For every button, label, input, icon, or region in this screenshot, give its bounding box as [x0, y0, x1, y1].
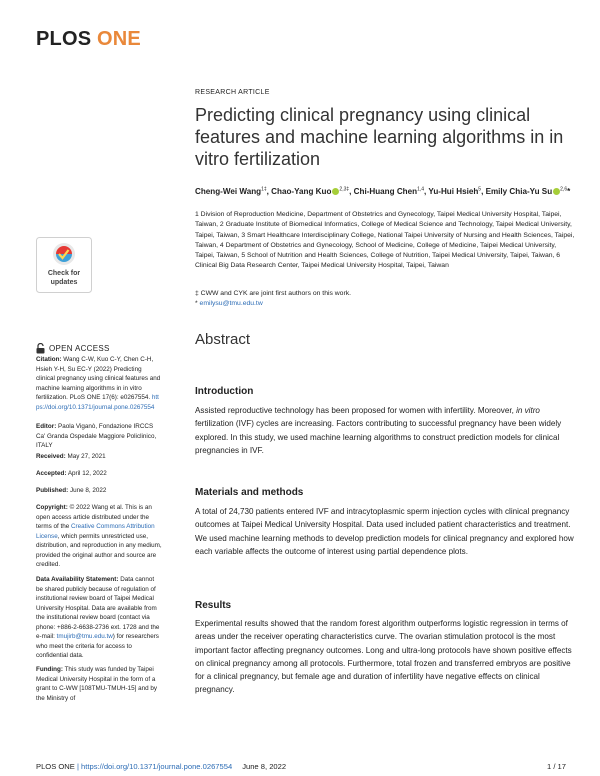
received-date: May 27, 2021 [67, 453, 106, 460]
author-list [195, 183, 575, 198]
data-availability-text-end: ) for researchers who meet the criteria for access to confidential data. [36, 633, 159, 659]
funding-text: This study was funded by Taipei Medical University Hospital in the form of a grant to C-WW [108TMU-TMUH-15] and by the Ministry of [36, 666, 158, 702]
author-name: Chao-Yang Kuo [271, 186, 332, 196]
corresponding-asterisk: * [567, 186, 571, 196]
methods-text: A total of 24,730 patients entered IVF and intracytoplasmic sperm injection cycles with clinical pregnancy outcomes at Taipei Medical University Hospital. Data used included patient characteristics and treatment. We used machine learning methods to develop prediction models for clinical pregnancy and explored how each variable affects the outcome of interest using partial dependence plots. [195, 507, 574, 556]
accepted-date: April 12, 2022 [67, 470, 107, 477]
article-type: RESEARCH ARTICLE [195, 89, 270, 96]
open-lock-icon [36, 343, 45, 354]
author-name: Yu-Hui Hsieh [428, 186, 479, 196]
author-name: Cheng-Wei Wang [195, 186, 262, 196]
copyright-block [36, 503, 162, 570]
published-date: June 8, 2022 [69, 487, 107, 494]
license-link[interactable]: Creative Commons Attribution License [36, 523, 155, 540]
received-label: Received: [36, 453, 66, 460]
author-entry: Chao-Yang Kuo $^{2,3\ddagger}$, [271, 186, 354, 196]
funding-label: Funding: [36, 666, 63, 673]
page-number: 1 / 17 [547, 762, 566, 771]
footer-separator: | [74, 762, 82, 771]
author-affiliation-sup: 2,3‡ [339, 186, 350, 192]
author-name: Chi-Huang Chen [353, 186, 418, 196]
data-availability-text: Data cannot be shared publicly because of regulation of institutional review board of Taipei Medical University Hospital. Data are available from the institutional review board (contact via phone: +886-2-6638-2736 ext. 1728 and the e-mail: [36, 576, 160, 640]
citation-doi-link[interactable]: https://doi.org/10.1371/journal.pone.0267554 [36, 394, 159, 411]
funding-block [36, 665, 162, 703]
citation-block [36, 355, 162, 412]
author-affiliation-sup: 1,4 [417, 186, 425, 192]
data-availability-block [36, 575, 162, 661]
author-affiliation-sup: 1‡ [261, 186, 267, 192]
introduction-italic: in vitro [516, 406, 540, 415]
joint-first-author-note: ‡ CWW and CYK are joint first authors on this work. [195, 290, 352, 297]
author-entry: Yu-Hui Hsieh$^5$, [428, 186, 486, 196]
copyright-text-end: , which permits unrestricted use, distribution, and reproduction in any medium, provided the original author and source are credited. [36, 532, 162, 568]
editor-label: Editor: [36, 423, 57, 430]
methods-heading: Materials and methods [195, 487, 304, 498]
journal-logo [36, 28, 141, 51]
footer-doi-link[interactable]: https://doi.org/10.1371/journal.pone.0267554 [81, 762, 233, 771]
accepted-label: Accepted: [36, 470, 67, 477]
crossmark-line1: Check for [47, 270, 81, 277]
corresponding-author [195, 299, 575, 309]
accepted-block [36, 469, 162, 479]
crossmark-icon [36, 237, 92, 293]
footer-journal: PLOS ONE [36, 762, 75, 771]
author-name: Emily Chia-Yu Su [485, 186, 553, 196]
author-entry [486, 187, 571, 196]
published-block [36, 486, 162, 496]
editor-text: Paola Viganò, Fondazione IRCCS Ca' Granda Ospedale Maggiore Policlinico, ITALY [36, 423, 157, 449]
citation-text: Wang C-W, Kuo C-Y, Chen C-H, Hsieh Y-H, Su EC-Y (2022) Predicting clinical pregnancy using clinical features and machine learning algorithms in in vitro fertilization. PLoS ONE 17(6): e0267554. [36, 356, 161, 401]
article-title: Predicting clinical pregnancy using clinical features and machine learning algorithms in in vitro fertilization [195, 105, 564, 169]
copyright-label: Copyright: [36, 504, 68, 511]
author-entry: Cheng-Wei Wang$^{1\ddagger}$, [195, 186, 272, 196]
page-footer [36, 762, 566, 771]
affiliations: 1 Division of Reproduction Medicine, Department of Obstetrics and Gynecology, Taipei Medical University Hospital, Taipei, Taiwan, 2 Graduate Institute of Biomedical Informatics, College of Medical Science and Technology, Taipei Medical University, Taipei, Taiwan, 3 Smart Healthcare Interdisciplinary College, National Taipei University of Nursing and Health Sciences, Taipei, Taiwan, 4 Department of Obstetrics and Gynecology, School of Medicine, College of Medicine, Taipei Medical University, Taipei, Taiwan, 5 School of Nutrition and Health Sciences, College of Nutrition, Taipei Medical University, Taipei, Taiwan, 6 Clinical Big Data Research Center, Taipei Medical University Hospital, Taipei, Taiwan [195, 211, 575, 270]
author-affiliation-sup: 2,6 [560, 186, 568, 192]
check-for-updates-badge[interactable] [36, 237, 92, 293]
corresponding-marker: * [195, 300, 200, 307]
logo-one: ONE [97, 28, 141, 50]
author-entry: Chi-Huang Chen$^{1,4}$, [353, 186, 429, 196]
introduction-text-start: Assisted reproductive technology has been proposed for women with infertility. Moreover, [195, 406, 517, 415]
irb-email-link[interactable]: tmujirb@tmu.edu.tw [56, 633, 113, 640]
open-access-text: OPEN ACCESS [49, 344, 110, 353]
crossmark-line2: updates [50, 279, 78, 286]
editor-block [36, 422, 162, 451]
results-heading: Results [195, 600, 232, 611]
citation-label: Citation: [36, 356, 62, 363]
footer-date: June 8, 2022 [242, 762, 287, 771]
published-label: Published: [36, 487, 69, 494]
author-affiliation-sup: 5 [478, 186, 482, 192]
abstract-heading: Abstract [195, 331, 251, 348]
introduction-text [195, 404, 576, 457]
corresponding-email-link[interactable]: emilysu@tmu.edu.tw [199, 300, 263, 307]
open-access-label [36, 343, 110, 354]
introduction-heading: Introduction [195, 386, 254, 397]
results-text: Experimental results showed that the random forest algorithm outperforms logistic regression in terms of areas under the receiver operating characteristics curve. The ovarian stimulation protocol is the most important factor affecting pregnancy outcomes. Long and ultra-long protocols have shown positive effects on clinical pregnancy among all protocols. Furthermore, total frozen and transferred embryos are positive for a clinical pregnancy, but female age and duration of infertility have negative effects on clinical pregnancy. [195, 619, 572, 695]
copyright-text: © 2022 Wang et al. This is an open access article distributed under the terms of the [36, 504, 152, 530]
logo-plos: PLOS [36, 28, 92, 50]
received-block [36, 452, 162, 462]
author-notes [195, 289, 575, 309]
introduction-text-end: fertilization (IVF) cycles are increasing. Factors contributing to successful pregnancy have been widely explored. In this study, we used machine learning algorithms to construct prediction models for clinical pregnancies in IVF. [195, 419, 562, 455]
data-availability-label: Data Availability Statement: [36, 576, 119, 583]
